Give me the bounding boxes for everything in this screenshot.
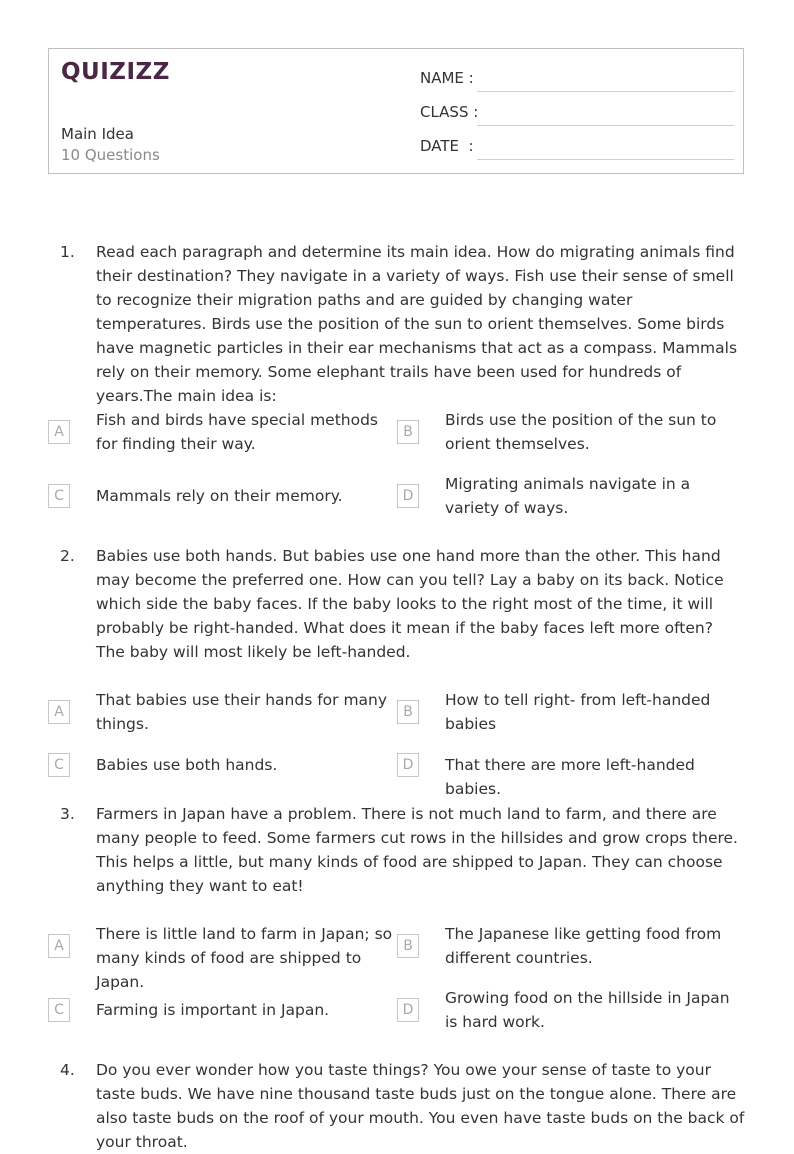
date-label: DATE :	[420, 137, 474, 155]
option-text: Farming is important in Japan.	[96, 1001, 330, 1019]
question-text: Do you ever wonder how you taste things? You owe your sense of taste to your taste buds. We have nine thousand taste buds just on the tongue alone. There are also taste buds on the roof of your mouth. You even have taste buds on the back of your throat.	[96, 1061, 745, 1151]
option-text: How to tell right- from left-handed babies	[445, 691, 711, 733]
option-letter-box: B	[397, 934, 419, 958]
option-letter-box: A	[48, 934, 70, 958]
quizizz-logo: QUIZIZZ	[61, 59, 170, 85]
option-letter-box: C	[48, 484, 70, 508]
question-count: 10 Questions	[61, 146, 160, 164]
option-letter-box: A	[48, 420, 70, 444]
option-letter-box: C	[48, 753, 70, 777]
option-letter-box: C	[48, 998, 70, 1022]
worksheet-header	[48, 48, 744, 174]
question-number: 1.	[60, 243, 75, 261]
option-letter-box: B	[397, 700, 419, 724]
date-line[interactable]	[477, 159, 734, 160]
option-letter-box: D	[397, 753, 419, 777]
option-letter-box: B	[397, 420, 419, 444]
option-text: Birds use the position of the sun to orient themselves.	[445, 411, 717, 453]
name-line[interactable]	[477, 91, 734, 92]
option-letter-box: D	[397, 998, 419, 1022]
option-text: Migrating animals navigate in a variety of ways.	[445, 475, 691, 517]
option-text: The Japanese like getting food from different countries.	[445, 925, 722, 967]
name-label: NAME :	[420, 69, 474, 87]
question-number: 2.	[60, 547, 75, 565]
option-text: Growing food on the hillside in Japan is hard work.	[445, 989, 730, 1031]
question-number: 4.	[60, 1061, 75, 1079]
option-text: That babies use their hands for many things.	[96, 691, 388, 733]
class-label: CLASS :	[420, 103, 479, 121]
date-field[interactable]	[420, 137, 740, 161]
option-text: That there are more left-handed babies.	[445, 756, 695, 798]
option-letter-box: D	[397, 484, 419, 508]
option-text: Babies use both hands.	[96, 756, 278, 774]
option-letter-box: A	[48, 700, 70, 724]
question-text: Babies use both hands. But babies use one hand more than the other. This hand may become the preferred one. How can you tell? Lay a baby on its back. Notice which side the baby faces. If the baby looks to the right most of the time, it will probably be right-handed. What does it mean if the baby faces left more often? The baby will most likely be left-handed.	[96, 547, 724, 661]
class-line[interactable]	[477, 125, 734, 126]
name-field[interactable]	[420, 69, 740, 93]
option-text: Fish and birds have special methods for finding their way.	[96, 411, 378, 453]
option-text: There is little land to farm in Japan; so many kinds of food are shipped to Japan.	[96, 925, 393, 991]
question-text: Read each paragraph and determine its main idea. How do migrating animals find their destination? They navigate in a variety of ways. Fish use their sense of smell to recognize their migration paths and are guided by changing water temperatures. Birds use the position of the sun to orient themselves. Some birds have magnetic particles in their ear mechanisms that act as a compass. Mammals rely on their memory. Some elephant trails have been used for hundreds of years.The main idea is:	[96, 243, 738, 405]
question-text: Farmers in Japan have a problem. There is not much land to farm, and there are many people to feed. Some farmers cut rows in the hillsides and grow crops there. This helps a little, but many kinds of food are shipped to Japan. They can choose anything they want to eat!	[96, 805, 738, 895]
question-number: 3.	[60, 805, 75, 823]
class-field[interactable]	[420, 103, 740, 127]
worksheet-title: Main Idea	[61, 125, 134, 143]
option-text: Mammals rely on their memory.	[96, 487, 343, 505]
